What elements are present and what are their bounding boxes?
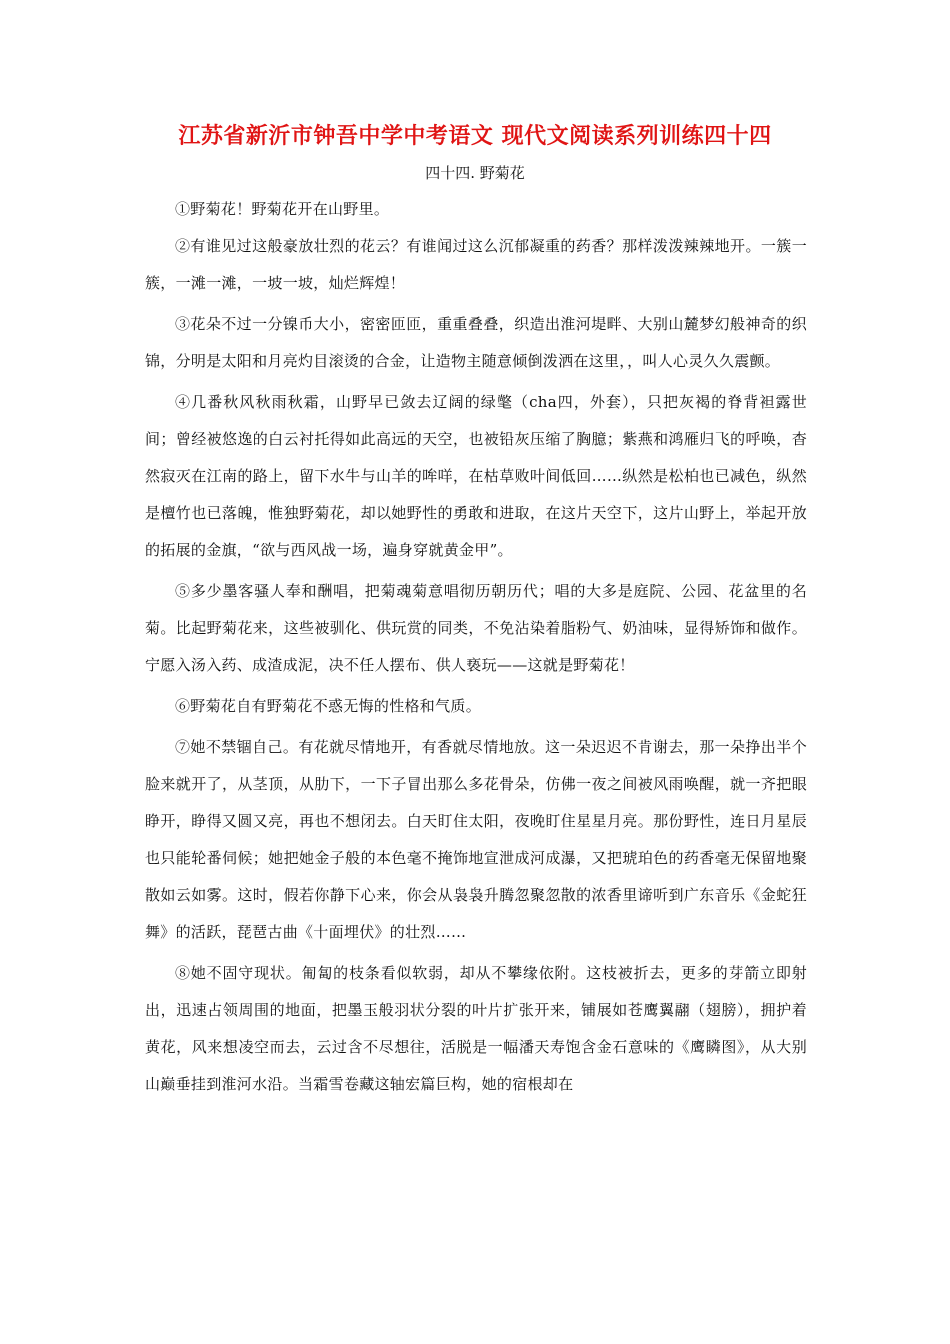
paragraph-4: ④几番秋风秋雨秋霜，山野早已敛去辽阔的绿氅（cha四，外套），只把灰褐的脊背袒露世间；曾经被悠逸的白云衬托得如此高远的天空，也被铅灰压缩了胸臆；紫燕和鸿雁归飞的呼唤，杳然寂灭在江南的路上，留下水牛与山羊的哞咩，在枯草败叶间低回……纵然是松柏也已减色，纵然是檀竹也已落魄，惟独野菊花，却以她野性的勇敢和进取，在这片天空下，这片山野上，举起开放的拓展的金旗，“欲与西风战一场，遍身穿就黄金甲”。 bbox=[145, 393, 807, 559]
article-subtitle: 四十四. 野菊花 bbox=[425, 164, 525, 182]
paragraph-7: ⑦她不禁锢自己。有花就尽情地开，有香就尽情地放。这一朵迟迟不肯谢去，那一朵挣出半个脸来就开了，从茎顶，从肋下，一下子冒出那么多花骨朵，仿佛一夜之间被风雨唤醒，就一齐把眼睁开，睁得又圆又亮，再也不想闭去。白天盯住太阳，夜晚盯住星星月亮。那份野性，连日月星辰也只能轮番伺候；她把她金子般的本色毫不掩饰地宣泄成河成瀑，又把琥珀色的药香毫无保留地聚散如云如雾。这时，假若你静下心来，你会从袅袅升腾忽聚忽散的浓香里谛听到广东音乐《金蛇狂舞》的活跃，琵琶古曲《十面埋伏》的壮烈…… bbox=[145, 738, 807, 941]
paragraph-1: ①野菊花！野菊花开在山野里。 bbox=[175, 200, 390, 218]
article-body bbox=[145, 191, 807, 1107]
paragraph-3: ③花朵不过一分镍币大小，密密匝匝，重重叠叠，织造出淮河堤畔、大别山麓梦幻般神奇的织锦，分明是太阳和月亮灼目滚烫的合金，让造物主随意倾倒泼洒在这里，，叫人心灵久久震颤。 bbox=[145, 315, 807, 370]
document-title: 江苏省新沂市钟吾中学中考语文 现代文阅读系列训练四十四 bbox=[178, 123, 772, 149]
paragraph-2: ②有谁见过这般豪放壮烈的花云？有谁闻过这么沉郁凝重的药香？那样泼泼辣辣地开。一簇一簇，一滩一滩，一坡一坡，灿烂辉煌！ bbox=[145, 237, 807, 292]
paragraph-8: ⑧她不固守现状。匍匐的枝条看似软弱，却从不攀缘依附。这枝被折去，更多的芽箭立即射出，迅速占领周围的地面，把墨玉般羽状分裂的叶片扩张开来，铺展如苍鹰翼翮（翅膀），拥护着黄花，风来想凌空而去，云过含不尽想往，活脱是一幅潘天寿饱含金石意味的《鹰瞵图》，从大别山巅垂挂到淮河水沿。当霜雪卷藏这轴宏篇巨构，她的宿根却在 bbox=[145, 964, 807, 1093]
paragraph-5: ⑤多少墨客骚人奉和酬唱，把菊魂菊意唱彻历朝历代；唱的大多是庭院、公园、花盆里的名菊。比起野菊花来，这些被驯化、供玩赏的同类，不免沾染着脂粉气、奶油味，显得矫饰和做作。宁愿入汤入药、成渣成泥，决不任人摆布、供人亵玩——这就是野菊花！ bbox=[145, 582, 807, 674]
paragraph-6: ⑥野菊花自有野菊花不惑无悔的性格和气质。 bbox=[175, 697, 482, 715]
